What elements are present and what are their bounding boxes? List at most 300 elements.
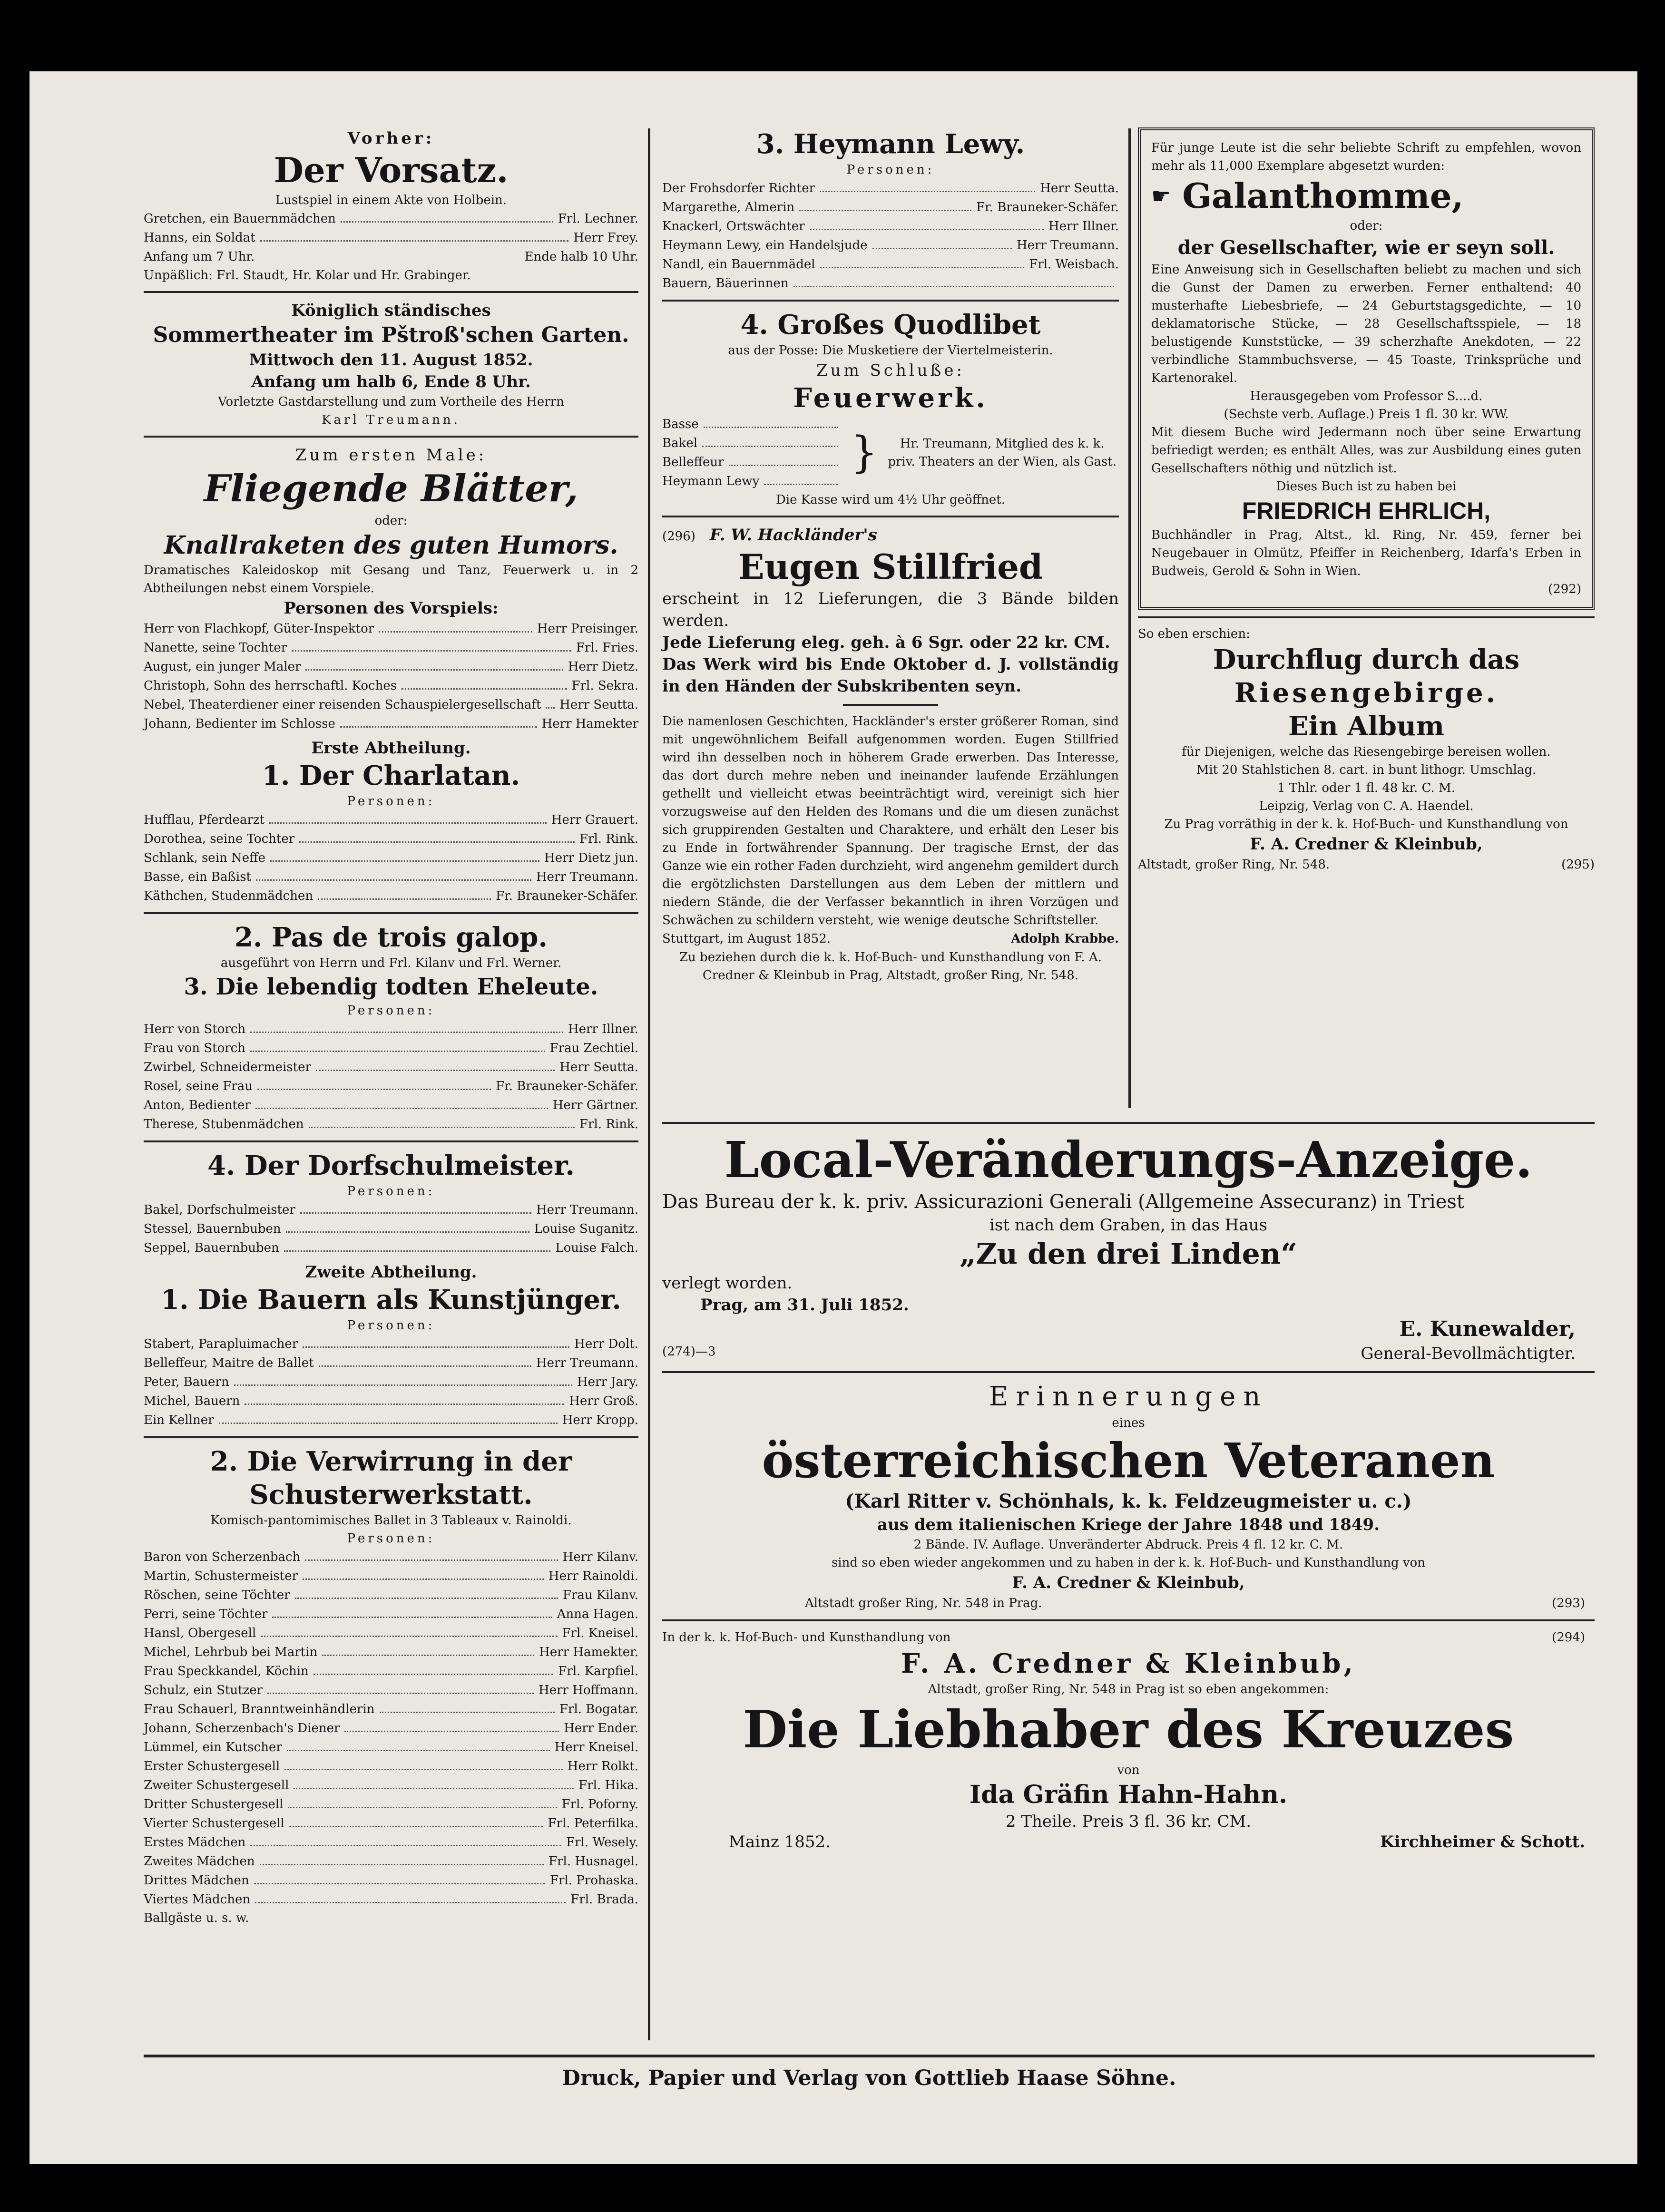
role-name: Hanns, ein Soldat (144, 231, 255, 245)
role-name: Anton, Bedienter (144, 1098, 251, 1112)
durchflug-title: Durchflug durch das (1213, 644, 1520, 675)
role-name: Bauern, Bäuerinnen (662, 276, 789, 291)
dot-leader (799, 198, 971, 211)
dot-leader (764, 472, 838, 485)
column-rule-1 (648, 128, 650, 2040)
dot-leader (309, 1115, 575, 1128)
dot-leader (810, 217, 1044, 230)
cast-row (144, 1662, 638, 1681)
generalbev-text: General-Bevollmächtigter. (1361, 1344, 1576, 1363)
lower-section (662, 1115, 1595, 1851)
role-name: Hansl, Obergesell (144, 1626, 256, 1640)
actor-name: Fr. Brauneker-Schäfer. (496, 1079, 638, 1093)
role-name: Johann, Bedienter im Schlosse (144, 717, 335, 731)
mainz-text: Mainz 1852. (729, 1832, 831, 1851)
rollen-block (662, 415, 1119, 491)
actor-name: Frau Zechtiel. (549, 1041, 638, 1055)
galanthomme-oder: oder: (1350, 219, 1383, 233)
cast-row (144, 1392, 638, 1411)
dot-leader (380, 1700, 555, 1713)
cast-row (144, 676, 638, 695)
role-name: Michel, Bauern (144, 1394, 240, 1408)
hofbuch-text: In der k. k. Hof-Buch- und Kunsthandlung von (662, 1630, 951, 1645)
galanthomme-text: Mit diesem Buche wird Jedermann noch über seine Erwartung befriedigt werden; es enthält Alles, was zur Ausbildung eines guten Gesellschafters nöthig und nützlich ist. (1151, 425, 1581, 476)
stuttgart-date: Stuttgart, im August 1852. (662, 932, 831, 946)
galanthomme-haben: Dieses Buch ist zu haben bei (1276, 479, 1457, 494)
role-name: Belleffeur, Maitre de Ballet (144, 1356, 314, 1370)
gast-line-1: Vorletzte Gastdarstellung und zum Vortheile des Herrn (218, 395, 564, 409)
short-divider (843, 704, 938, 706)
dot-leader (269, 810, 547, 824)
stillfried-review: Die namenlosen Geschichten, Hackländer's erster größerer Roman, sind mit ungewöhnlichem Beifall aufgenommen worden. Eugen Stillfried wird ihn desselben noch in höherem Grade erwerben. Das Interesse, das dort durch mehre neben und ineinander laufende Erzählungen gethellt und vielleicht etwas beeinträchtigt wird, vereinigt sich hier vorzugsweise auf den Helden des Romans und die um diesen zunächst sich gruppirenden Gestalten und Charaktere, und erhält den Leser bis zu Ende in fortwährender Spannung. Der tragische Ernst, der das Ganze wie ein rother Faden durchzieht, wird angenehm gemildert durch die ergötzlichsten Darstellungen aus dem Leben der mittlern und niedern Stände, die der Verfasser bekanntlich in ihren Vorzügen und Schwächen zu schildern versteht, wie wenige deutsche Schriftsteller. (662, 714, 1119, 927)
vorsatz-title: Der Vorsatz. (274, 150, 509, 190)
cast-row (144, 619, 638, 638)
actor-name: Herr Grauert. (551, 813, 638, 827)
actor-name: Herr Gärtner. (552, 1098, 638, 1112)
ad-number-295: (295) (1561, 858, 1595, 872)
role-name: Dorothea, seine Tochter (144, 832, 295, 846)
dot-leader (256, 867, 531, 881)
verleger-name: Adolph Krabbe. (1011, 932, 1119, 946)
cast-row (144, 695, 638, 714)
cast-row (144, 829, 638, 848)
personen-label: Personen: (347, 1004, 435, 1018)
rolle-name: Bakel (662, 436, 698, 450)
cast-row (144, 1738, 638, 1757)
cast-row (144, 638, 638, 657)
dot-leader (295, 1586, 558, 1599)
rolle-name: Belleffeur (662, 455, 724, 469)
actor-name: Frl. Bogatar. (559, 1702, 638, 1716)
cast-row (144, 1624, 638, 1643)
divider (662, 516, 1119, 517)
theater-name-1: Königlich ständisches (291, 301, 491, 320)
actor-name: Herr Dietz. (568, 660, 638, 674)
dot-leader (284, 1757, 563, 1770)
dot-leader (289, 1814, 543, 1827)
cast-row (144, 1890, 638, 1909)
album-preis: 1 Thlr. oder 1 fl. 48 kr. C. M. (1277, 781, 1455, 795)
local-anzeige-title: Local-Veränderungs-Anzeige. (724, 1130, 1533, 1189)
cast-row (144, 848, 638, 867)
dot-leader (322, 1643, 534, 1656)
quodlibet-title: 4. Großes Quodlibet (740, 309, 1041, 341)
gast-line-2: Karl Treumann. (322, 413, 460, 427)
cast-row (144, 1776, 638, 1795)
actor-name: Herr Hamekter (541, 717, 638, 731)
cast-row (144, 1115, 638, 1134)
quodlibet-sub: aus der Posse: Die Musketiere der Viertelmeisterin. (728, 343, 1053, 358)
role-name: Knackerl, Ortswächter (662, 219, 805, 234)
role-name: Ein Kellner (144, 1413, 214, 1427)
dot-leader (260, 1852, 544, 1865)
erste-abtheilung: Erste Abtheilung. (311, 739, 471, 758)
role-name: Röschen, seine Töchter (144, 1588, 290, 1602)
dot-leader (546, 695, 555, 709)
actor-name: Herr Rolkt. (567, 1759, 638, 1773)
dot-leader (379, 619, 532, 633)
role-name: Basse, ein Baßist (144, 870, 252, 884)
cast-list-lewy (662, 179, 1119, 293)
cast-row (144, 810, 638, 829)
rolle-row (662, 415, 843, 434)
actor-name: Herr Groß. (569, 1394, 638, 1408)
cast-list-vorspiel (144, 619, 638, 733)
rolle-row (662, 434, 843, 453)
eines-text: eines (1112, 1416, 1145, 1430)
actor-name: Frl. Hika. (578, 1778, 638, 1793)
actor-name: Herr Treumann. (536, 1203, 638, 1217)
role-name: Erstes Mädchen (144, 1835, 246, 1850)
dot-leader (270, 848, 539, 862)
dot-leader (300, 1200, 531, 1214)
personen-label: Personen: (846, 163, 935, 177)
dot-leader (305, 657, 563, 671)
cast-row (144, 209, 638, 228)
dot-leader (250, 1833, 561, 1846)
cast-list-schuster (144, 1548, 638, 1909)
theater-name-2: Sommertheater im Pštroß'schen Garten. (153, 323, 629, 347)
album-title: Ein Album (1288, 711, 1444, 742)
unpaesslich-text: Unpäßlich: Frl. Staudt, Hr. Kolar und Hr. Grabinger. (144, 268, 471, 283)
divider (144, 1436, 638, 1438)
rolle-row (662, 453, 843, 472)
ad-number-294: (294) (1552, 1630, 1585, 1645)
cast-row (144, 1077, 638, 1096)
role-name: Herr von Storch (144, 1022, 246, 1036)
cast-row (144, 1643, 638, 1662)
dot-leader (340, 714, 537, 728)
dot-leader (287, 1738, 550, 1751)
haus-name: „Zu den drei Linden“ (960, 1238, 1297, 1271)
cast-list-charlatan (144, 810, 638, 906)
cast-row (144, 1814, 638, 1833)
lewy-title: 3. Heymann Lewy. (756, 128, 1025, 160)
role-name: Herr von Flachkopf, Güter-Inspektor (144, 622, 374, 636)
actor-name: Frl. Brada. (570, 1892, 638, 1907)
bezug-text: Zu beziehen durch die k. k. Hof-Buch- und Kunsthandlung von F. A. Credner & Kleinbub in Prag, Altstadt, großer Ring, Nr. 548. (679, 950, 1102, 983)
role-name: Frau Speckkandel, Köchin (144, 1664, 309, 1678)
kunewalder-name: E. Kunewalder, (1399, 1317, 1576, 1341)
performance-date: Mittwoch den 11. August 1852. (249, 351, 533, 370)
dot-leader (250, 1020, 563, 1033)
cast-row (144, 1719, 638, 1738)
personen-label: Personen: (347, 1184, 435, 1199)
role-name: Margarethe, Almerin (662, 200, 795, 214)
actor-name: Herr Seutta. (559, 698, 638, 712)
verwirrung-sub: Komisch-pantomimisches Ballet in 3 Tableaux v. Rainoldi. (210, 1513, 572, 1528)
role-name: Perri, seine Töchter (144, 1607, 268, 1621)
ende-text: Ende halb 10 Uhr. (524, 250, 638, 264)
role-name: Rosel, seine Frau (144, 1079, 253, 1093)
rolle-name: Heymann Lewy (662, 474, 760, 488)
role-name: Lümmel, ein Kutscher (144, 1740, 282, 1754)
actor-name: Herr Illner. (1048, 219, 1119, 234)
role-name: Zwirbel, Schneidermeister (144, 1060, 311, 1074)
role-name: Schulz, ein Stutzer (144, 1683, 263, 1697)
role-name: Käthchen, Studenmädchen (144, 889, 313, 903)
actor-name: Louise Suganitz. (534, 1222, 638, 1236)
actor-name: Herr Illner. (568, 1022, 638, 1036)
actor-name: Herr Preisinger. (537, 622, 638, 636)
soeben-text: So eben erschien: (1138, 627, 1250, 641)
cast-row (144, 1238, 638, 1257)
role-name: Michel, Lehrbub bei Martin (144, 1645, 318, 1659)
ad-number-274: (274)—3 (662, 1345, 716, 1359)
actor-name: Herr Dietz jun. (544, 851, 638, 865)
cast-row (144, 867, 638, 887)
role-name: Drittes Mädchen (144, 1873, 249, 1888)
divider (662, 1122, 1595, 1124)
actor-name: Herr Dolt. (574, 1337, 638, 1351)
ad-number-293: (293) (1552, 1596, 1585, 1610)
dot-leader (729, 453, 838, 466)
role-name: Frau Schauerl, Branntweinhändlerin (144, 1702, 375, 1716)
riesengebirge-title: Riesengebirge. (1234, 677, 1498, 709)
erinnerungen-title: Erinnerungen (989, 1381, 1268, 1412)
fliegende-blaetter-title: Fliegende Blätter, (204, 467, 578, 510)
actor-name: Frl. Lechner. (558, 212, 638, 226)
galanthomme-auflage: (Sechste verb. Auflage.) Preis 1 fl. 30 kr. WW. (1224, 407, 1509, 421)
charlatan-title: 1. Der Charlatan. (262, 760, 520, 791)
actor-name: Frl. Fries. (576, 641, 638, 655)
actor-name: Louise Falch. (555, 1241, 638, 1255)
personen-label: Personen: (347, 794, 435, 809)
dot-leader (245, 1392, 564, 1405)
cast-row (144, 1795, 638, 1814)
cast-row (144, 1335, 638, 1354)
preis-text: Jede Lieferung eleg. geh. à 6 Sgr. oder 22 kr. CM. (662, 633, 1110, 652)
dot-leader (267, 1681, 534, 1694)
cast-row (144, 1700, 638, 1719)
role-name: Viertes Mädchen (144, 1892, 251, 1907)
brace-icon: } (851, 428, 878, 477)
vollstaendig-text: Das Werk wird bis Ende Oktober d. J. vollständig in den Händen der Subskribenten seyn. (662, 655, 1119, 696)
dot-leader (261, 1624, 557, 1637)
dot-leader (344, 1719, 559, 1732)
role-name: Nandl, ein Bauernmädel (662, 257, 815, 272)
role-name: Schlank, sein Neffe (144, 851, 266, 865)
role-name: Nanette, seine Tochter (144, 641, 287, 655)
role-name: Zweites Mädchen (144, 1854, 255, 1869)
cast-row (662, 255, 1119, 274)
pointing-hand-icon: ☛ (1151, 183, 1171, 209)
bauern-title: 1. Die Bauern als Kunstjünger. (161, 1284, 621, 1316)
actor-name: Frl. Rink. (579, 832, 638, 846)
cast-row (144, 1200, 638, 1219)
dot-leader (702, 434, 838, 447)
rollen-list (662, 415, 843, 491)
dot-leader (299, 829, 575, 843)
prag-datum: Prag, am 31. Juli 1852. (700, 1296, 909, 1315)
dot-leader (288, 1795, 557, 1808)
role-name: Nebel, Theaterdiener einer reisenden Schauspielergesellschaft (144, 698, 541, 712)
actor-name: Frau Kilanv. (562, 1588, 638, 1602)
rolle-name: Basse (662, 417, 699, 431)
role-name: August, ein junger Maler (144, 660, 301, 674)
cast-row (662, 236, 1119, 255)
credner-name-2: F. A. Credner & Kleinbub, (1012, 1573, 1245, 1592)
column-middle (662, 127, 1119, 984)
actor-name: Herr Hamekter. (539, 1645, 638, 1659)
actor-name: Fr. Brauneker-Schäfer. (976, 200, 1119, 214)
imprint-line: Druck, Papier und Verlag von Gottlieb Haase Söhne. (562, 2066, 1176, 2090)
dot-leader (305, 1548, 558, 1561)
actor-name: Anna Hagen. (557, 1607, 638, 1621)
actor-name: Frl. Wesely. (566, 1835, 638, 1850)
role-name: Seppel, Bauernbuben (144, 1241, 279, 1255)
dot-leader (402, 676, 567, 690)
dorfschulmeister-title: 4. Der Dorfschulmeister. (207, 1150, 575, 1181)
album-prag: Zu Prag vorräthig in der k. k. Hof-Buch- und Kunsthandlung von (1164, 817, 1568, 831)
role-name: Christoph, Sohn des herrschaftl. Koches (144, 679, 397, 693)
erstes-mal: Zum ersten Male: (295, 446, 487, 465)
actor-name: Frl. Husnagel. (548, 1854, 638, 1869)
actor-name: Frl. Poforny. (561, 1797, 638, 1812)
cast-row (144, 1058, 638, 1077)
role-name: Johann, Scherzenbach's Diener (144, 1721, 340, 1735)
kirchheimer-text: Kirchheimer & Schott. (1380, 1832, 1585, 1851)
divider (144, 436, 638, 438)
cast-row (144, 657, 638, 676)
dot-leader (316, 1058, 555, 1071)
dot-leader (303, 1567, 544, 1580)
dot-leader (234, 1373, 572, 1386)
theile-text: 2 Theile. Preis 3 fl. 36 kr. CM. (1005, 1812, 1252, 1831)
role-name: Stabert, Parapluimacher (144, 1337, 298, 1351)
vorsatz-subtitle: Lustspiel in einem Akte von Holbein. (275, 193, 507, 207)
newspaper-page (29, 71, 1637, 2164)
divider (662, 1371, 1595, 1373)
role-name: Erster Schustergesell (144, 1759, 280, 1773)
album-stahl: Mit 20 Stahlstichen 8. cart. in bunt lithogr. Umschlag. (1196, 763, 1537, 777)
dot-leader (820, 255, 1025, 268)
role-name: Martin, Schustermeister (144, 1569, 298, 1583)
dot-leader (292, 638, 571, 652)
role-name: Stessel, Bauernbuben (144, 1222, 281, 1236)
actor-name: Herr Kneisel. (554, 1740, 638, 1754)
cast-row (144, 1039, 638, 1058)
galanthomme-subtitle: der Gesellschafter, wie er seyn soll. (1177, 236, 1555, 259)
divider (144, 912, 638, 914)
divider (144, 1140, 638, 1142)
dot-leader (318, 887, 491, 900)
cast-row (144, 1871, 638, 1890)
credner-address-3: Altstadt, großer Ring, Nr. 548 in Prag ist so eben angekommen: (928, 1682, 1329, 1696)
divider (1138, 616, 1595, 618)
cast-row (144, 228, 638, 247)
actor-name: Herr Treumann. (536, 870, 638, 884)
cast-list-dorfschulmeister (144, 1200, 638, 1257)
actor-name: Herr Ender. (564, 1721, 638, 1735)
credner-address-2: Altstadt großer Ring, Nr. 548 in Prag. (805, 1596, 1042, 1610)
album-fuer: für Diejenigen, welche das Riesengebirge bereisen wollen. (1182, 745, 1551, 759)
role-name: Vierter Schustergesell (144, 1816, 284, 1831)
cast-row (144, 1354, 638, 1373)
actor-name: Herr Kilanv. (562, 1550, 638, 1564)
column-theater (144, 127, 638, 1927)
actor-name: Frl. Weisbach. (1029, 257, 1119, 272)
personen-label: Personen: (347, 1531, 435, 1546)
cast-list-vorsatz (144, 209, 638, 247)
actor-name: Herr Treumann. (1017, 238, 1119, 253)
role-name: Hufflau, Pferdearzt (144, 813, 265, 827)
galanthomme-intro: Für junge Leute ist die sehr beliebte Schrift zu empfehlen, wovon mehr als 11,000 Exemplare abgesetzt wurden: (1151, 141, 1581, 173)
hacklaender-author: F. W. Hackländer's (709, 526, 877, 545)
cast-row (144, 1567, 638, 1586)
cast-row (144, 1020, 638, 1039)
dot-leader (294, 1776, 574, 1789)
role-name: Gretchen, ein Bauernmädchen (144, 212, 336, 226)
cast-row (144, 1605, 638, 1624)
role-name: Peter, Bauern (144, 1375, 229, 1389)
verlegt-text-2: verlegt worden. (662, 1274, 793, 1293)
cast-list-bauern (144, 1335, 638, 1430)
role-name: Dritter Schustergesell (144, 1797, 284, 1812)
fb-description: Dramatisches Kaleidoskop mit Gesang und Tanz, Feuerwerk u. in 2 Abtheilungen nebst einem Vorspiele. (144, 563, 638, 595)
cast-row (662, 274, 1119, 293)
dot-leader (286, 1219, 529, 1233)
actor-name: Fr. Brauneker-Schäfer. (496, 889, 638, 903)
role-name: Baron von Scherzenbach (144, 1550, 301, 1564)
galanthomme-herausgeber: Herausgegeben vom Professor S....d. (1250, 389, 1483, 403)
vorher-label: Vorher: (347, 129, 435, 148)
dot-leader (704, 415, 838, 428)
actor-name: Frl. Peterfilka. (548, 1816, 638, 1831)
role-name: Zweiter Schustergesell (144, 1778, 289, 1793)
graefin-name: Ida Gräfin Hahn-Hahn. (969, 1780, 1288, 1809)
actor-name: Herr Kropp. (562, 1413, 638, 1427)
zweite-abtheilung: Zweite Abtheilung. (305, 1263, 477, 1282)
galanthomme-ad (1138, 127, 1595, 610)
bureau-text: Das Bureau der k. k. priv. Assicurazioni Generali (Allgemeine Assecuranz) in Triest (662, 1191, 1465, 1213)
actor-name: Frl. Karpfiel. (558, 1664, 638, 1678)
cast-row (144, 1586, 638, 1605)
actor-name: Herr Hoffmann. (539, 1683, 638, 1697)
dot-leader (219, 1411, 558, 1424)
dot-leader (303, 1335, 569, 1348)
divider (662, 1619, 1595, 1621)
dot-leader (872, 236, 1012, 249)
performance-time: Anfang um halb 6, Ende 8 Uhr. (251, 372, 531, 391)
ehrlich-name: FRIEDRICH EHRLICH, (1242, 497, 1491, 524)
eheleute-title: 3. Die lebendig todten Eheleute. (184, 974, 598, 1000)
zum-schluss: Zum Schluße: (816, 361, 965, 380)
credner-name: F. A. Credner & Kleinbub, (1250, 835, 1483, 854)
actor-name: Herr Treumann. (536, 1356, 638, 1370)
dot-leader (341, 209, 553, 223)
actor-name: Herr Frey. (573, 231, 638, 245)
role-name: Frau von Storch (144, 1041, 245, 1055)
cast-row (662, 217, 1119, 236)
actor-name: Herr Seutta. (559, 1060, 638, 1074)
cast-row (662, 179, 1119, 198)
baende-text: 2 Bände. IV. Auflage. Unveränderter Abdruck. Preis 4 fl. 12 kr. C. M. (913, 1538, 1343, 1552)
dot-leader (319, 1354, 531, 1367)
pas-de-trois-sub: ausgeführt von Herrn und Frl. Kilanv und Frl. Werner. (220, 956, 562, 970)
kasse-text: Die Kasse wird um 4½ Uhr geöffnet. (775, 493, 1005, 507)
eugen-stillfried-title: Eugen Stillfried (738, 546, 1043, 587)
vorspiel-heading: Personen des Vorspiels: (284, 599, 499, 618)
ritter-text: (Karl Ritter v. Schönhals, k. k. Feldzeugmeister u. c.) (845, 1490, 1412, 1512)
dot-leader (255, 1890, 566, 1903)
verlegt-text: ist nach dem Graben, in das Haus (989, 1216, 1267, 1235)
ballgaeste-text: Ballgäste u. s. w. (144, 1911, 249, 1925)
role-name: Therese, Stubenmädchen (144, 1117, 304, 1131)
credner-name-3: F. A. Credner & Kleinbub, (901, 1648, 1356, 1679)
role-name: Der Frohsdorfer Richter (662, 181, 815, 195)
dot-leader (250, 1039, 545, 1052)
